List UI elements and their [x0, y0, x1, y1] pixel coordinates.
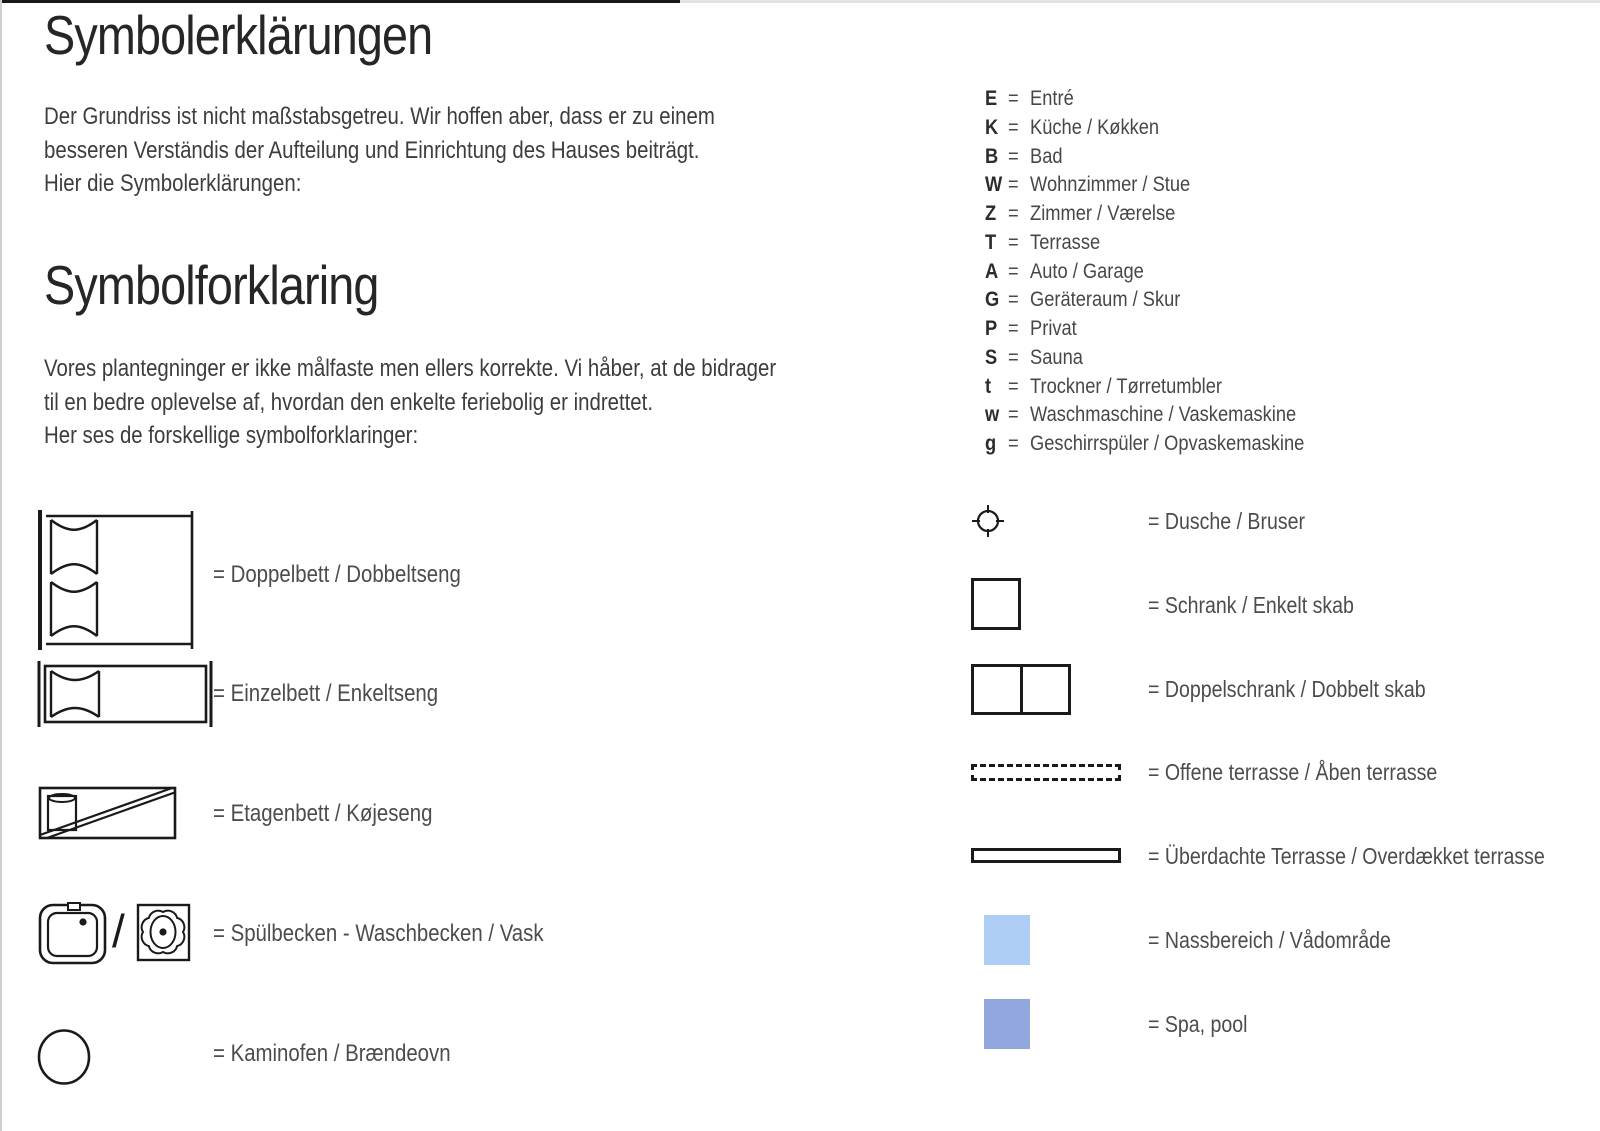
letter-row: W = Wohnzimmer / Stue — [985, 172, 1191, 197]
intro-german-line3: Hier die Symbolerklärungen: — [44, 170, 302, 197]
shower-icon — [970, 503, 1006, 539]
wet-area-swatch — [984, 915, 1030, 965]
left-edge-line — [0, 0, 2, 1131]
letter-row: K = Küche / Køkken — [985, 114, 1160, 139]
spa-pool-swatch — [984, 999, 1030, 1049]
spa-pool-label: = Spa, pool — [1148, 1011, 1248, 1037]
letter-row: t = Trockner / Tørretumbler — [985, 373, 1222, 398]
letter-row: g = Geschirrspüler / Opvaskemaskine — [985, 431, 1305, 455]
bunk-bed-label: = Etagenbett / Køjeseng — [213, 800, 433, 827]
letter-row: T = Terrasse — [985, 229, 1101, 254]
intro-german — [44, 100, 833, 201]
open-terrace-icon — [971, 764, 1121, 781]
single-bed-icon — [36, 661, 214, 727]
double-wardrobe-icon — [971, 664, 1071, 715]
bunk-bed-icon — [38, 786, 178, 840]
single-wardrobe-label: = Schrank / Enkelt skab — [1148, 592, 1354, 618]
title-danish: Symbolforklaring — [44, 254, 379, 316]
double-bed-label: = Doppelbett / Dobbeltseng — [213, 561, 461, 588]
intro-danish-line1: Vores plantegninger er ikke målfaste men ellers korrekte. Vi håber, at de bidrager — [44, 355, 777, 382]
wood-stove-icon — [36, 1028, 92, 1086]
single-bed-label: = Einzelbett / Enkeltseng — [213, 680, 439, 707]
top-edge-dark-strip — [0, 0, 680, 3]
letter-legend — [985, 86, 1361, 460]
shower-label: = Dusche / Bruser — [1148, 508, 1306, 534]
wood-stove-label: = Kaminofen / Brændeovn — [213, 1040, 451, 1067]
intro-danish-line2: til en bedre oplevelse af, hvordan den enkelte feriebolig er indrettet. — [44, 388, 653, 416]
title-german: Symbolerklärungen — [44, 4, 433, 66]
covered-terrace-icon — [971, 848, 1121, 863]
wardrobe-divider — [1020, 667, 1023, 712]
sink-label: = Spülbecken - Waschbecken / Vask — [213, 920, 544, 947]
letter-row: S = Sauna — [985, 344, 1083, 369]
letter-row: G = Geräteraum / Skur — [985, 287, 1181, 312]
sink-icon — [38, 902, 108, 966]
intro-danish-line3: Her ses de forskellige symbolforklaringer: — [44, 422, 419, 449]
letter-row: w = Waschmaschine / Vaskemaskine — [985, 402, 1297, 427]
intro-german-line2: besseren Verständis der Aufteilung und Einrichtung des Hauses beiträgt. — [44, 136, 700, 164]
covered-terrace-label: = Überdachte Terrasse / Overdækket terrasse — [1148, 843, 1545, 869]
single-wardrobe-icon — [971, 578, 1021, 630]
double-bed-icon — [36, 510, 198, 650]
sink-separator-slash: / — [112, 905, 125, 957]
letter-row: E = Entré — [985, 86, 1074, 110]
intro-danish — [44, 352, 905, 453]
letter-row: Z = Zimmer / Værelse — [985, 201, 1176, 225]
open-terrace-label: = Offene terrasse / Åben terrasse — [1148, 759, 1438, 785]
double-wardrobe-label: = Doppelschrank / Dobbelt skab — [1148, 676, 1426, 702]
letter-row: A = Auto / Garage — [985, 258, 1144, 283]
letter-row: B = Bad — [985, 143, 1063, 168]
wet-area-label: = Nassbereich / Vådområde — [1148, 927, 1391, 953]
letter-row: P = Privat — [985, 316, 1077, 340]
top-edge-light-strip — [680, 0, 1600, 3]
intro-german-line1: Der Grundriss ist nicht maßstabsgetreu. Wir hoffen aber, dass er zu einem — [44, 103, 715, 130]
washbasin-icon — [136, 903, 192, 963]
